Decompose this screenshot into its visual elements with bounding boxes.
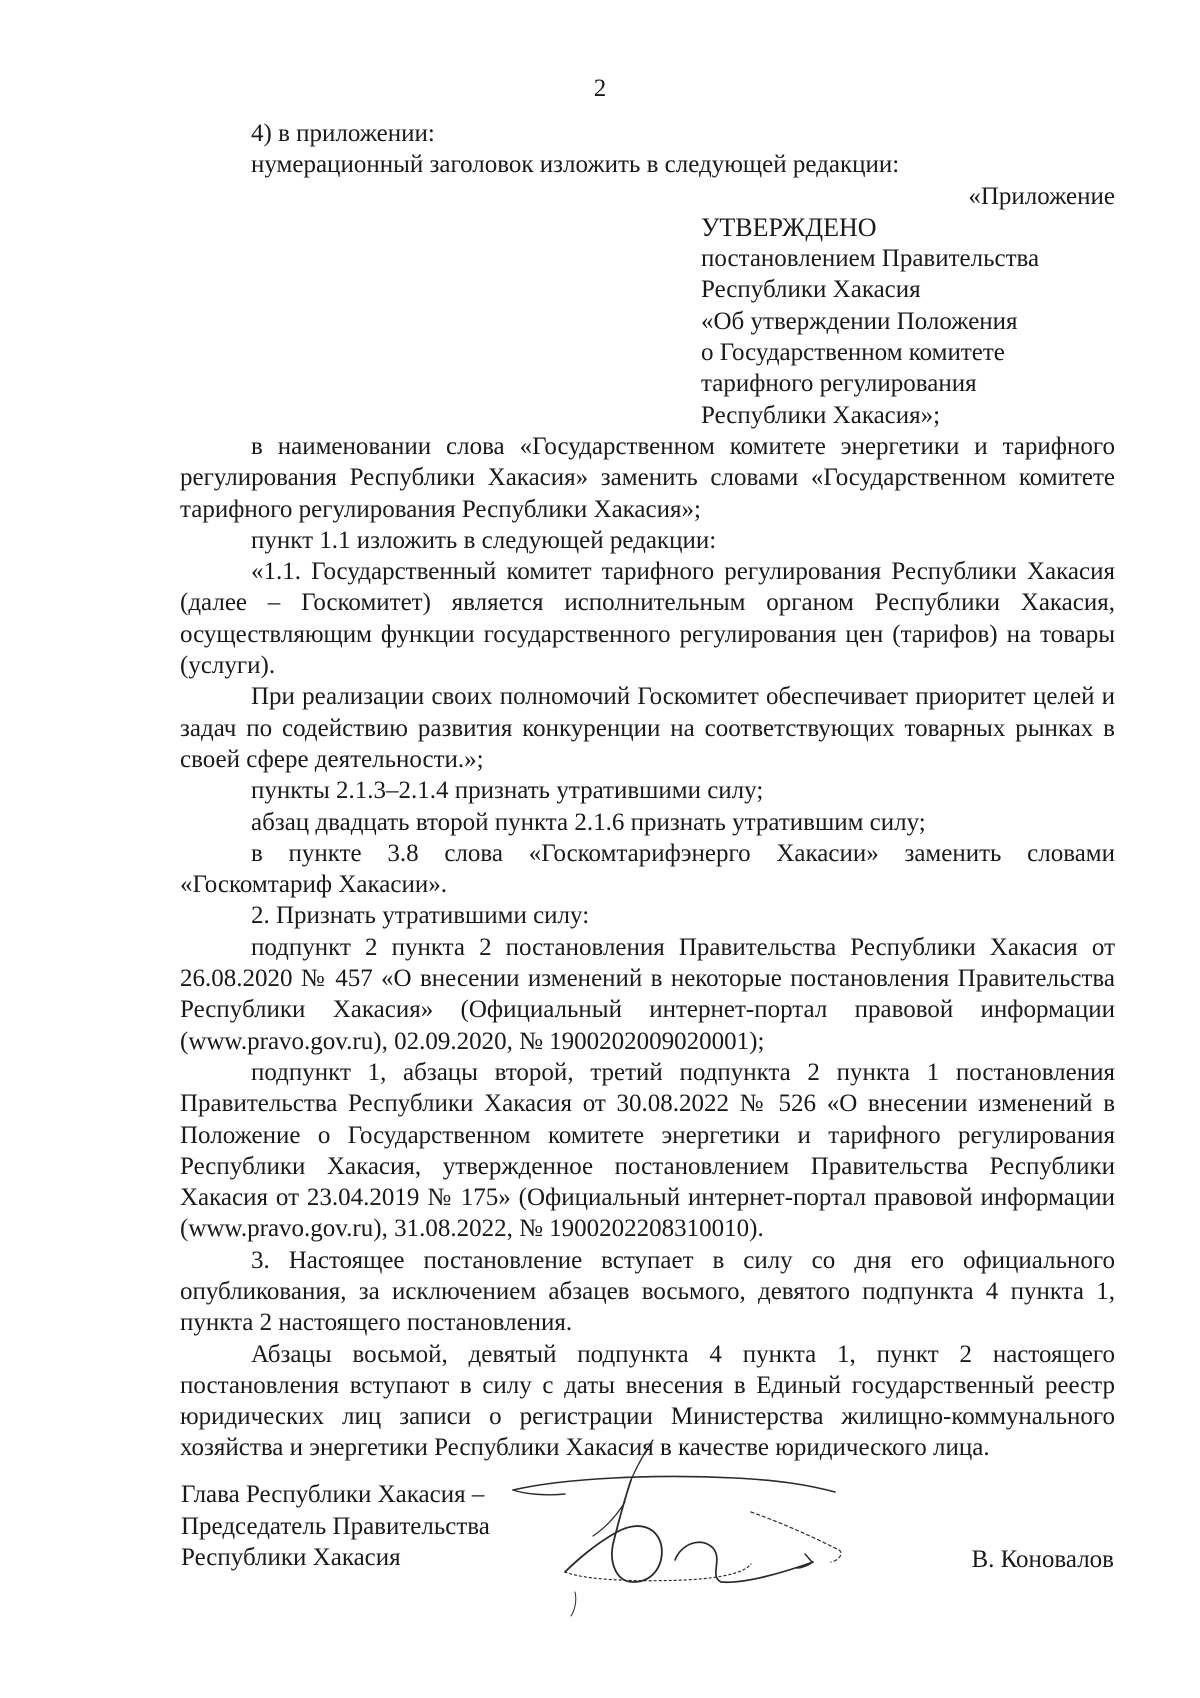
page-number: 2 (593, 75, 607, 102)
paragraph: пункт 1.1 изложить в следующей редакции: (251, 526, 717, 554)
paragraph: 2. Признать утратившими силу: (251, 902, 590, 930)
appendix-heading: «Приложение (968, 182, 1115, 210)
paragraph: При реализации своих полномочий Госкомитет обеспечивает приоритет целей и задач по содействию развития конкуренции на соответствующих товарных рынках в своей сфере деятельности.»; (180, 683, 1115, 773)
document-body (180, 118, 1115, 1464)
signatory-title-line: Глава Республики Хакасия – (181, 1481, 485, 1508)
paragraph: «1.1. Государственный комитет тарифного регулирования Республики Хакасия (далее – Госкомитет) является исполнительным органом Республики Хакасия, осуществляющим функции государственного регулирования цен (тарифов) на товары (услуги). (180, 558, 1115, 680)
stamp-line: «Об утверждении Положения (701, 307, 1018, 335)
stamp-line: постановлением Правительства (701, 245, 1040, 273)
paragraph: абзац двадцать второй пункта 2.1.6 признать утратившим силу; (251, 808, 926, 836)
signatory-name: В. Коновалов (971, 1546, 1114, 1573)
paragraph: пункты 2.1.3–2.1.4 признать утратившими силу; (251, 777, 764, 805)
stamp-line: о Государственном комитете (701, 339, 1005, 367)
paragraph: подпункт 2 пункта 2 постановления Правительства Республики Хакасия от 26.08.2020 № 457 «О внесении изменений в некоторые постановления Правительства Республики Хакасия» (Официальный интернет-портал правовой информации (www.pravo.gov.ru), 02.09.2020, № 1900202009020001); (180, 933, 1115, 1055)
signatory-title (181, 1479, 490, 1574)
paragraph: Абзацы восьмой, девятый подпункта 4 пункта 1, пункт 2 настоящего постановления вступают в силу с даты внесения в Единый государственный реестр юридических лиц записи о регистрации Министерства жилищно-коммунального хозяйства и энергетики Республики Хакасия в качестве юридического лица. (180, 1340, 1115, 1462)
handwritten-signature (505, 1432, 945, 1622)
paragraph: в наименовании слова «Государственном комитете энергетики и тарифного регулирования Республики Хакасия» заменить словами «Государственном комитете тарифного регулирования Республики Хакасия»; (180, 432, 1115, 523)
paragraph: 3. Настоящее постановление вступает в силу со дня его официального опубликования, за исключением абзацев восьмого, девятого подпункта 4 пункта 1, пункта 2 настоящего постановления. (180, 1246, 1115, 1337)
stamp-line: Республики Хакасия (701, 276, 921, 304)
paragraph: подпункт 1, абзацы второй, третий подпункта 2 пункта 1 постановления Правительства Республики Хакасия от 30.08.2022 № 526 «О внесении изменений в Положение о Государственном комитете энергетики и тарифного регулирования Республики Хакасия, утвержденное постановлением Правительства Республики Хакасия от 23.04.2019 № 175» (Официальный интернет-портал правовой информации (www.pravo.gov.ru), 31.08.2022, № 1900202208310010). (180, 1058, 1115, 1243)
approved-heading: УТВЕРЖДЕНО (701, 212, 877, 242)
stamp-line: тарифного регулирования (701, 370, 977, 398)
stamp-line: Республики Хакасия»; (701, 401, 941, 429)
intro-line-2: нумерационный заголовок изложить в следующей редакции: (251, 151, 900, 179)
paragraph: в пункте 3.8 слова «Госкомтарифэнерго Хакасии» заменить словами «Госкомтариф Хакасии». (180, 839, 1115, 899)
intro-line-1: 4) в приложении: (251, 120, 435, 147)
signatory-title-line: Республики Хакасия (181, 1544, 401, 1571)
signatory-title-line: Председатель Правительства (181, 1512, 490, 1540)
approval-stamp (701, 212, 1115, 431)
